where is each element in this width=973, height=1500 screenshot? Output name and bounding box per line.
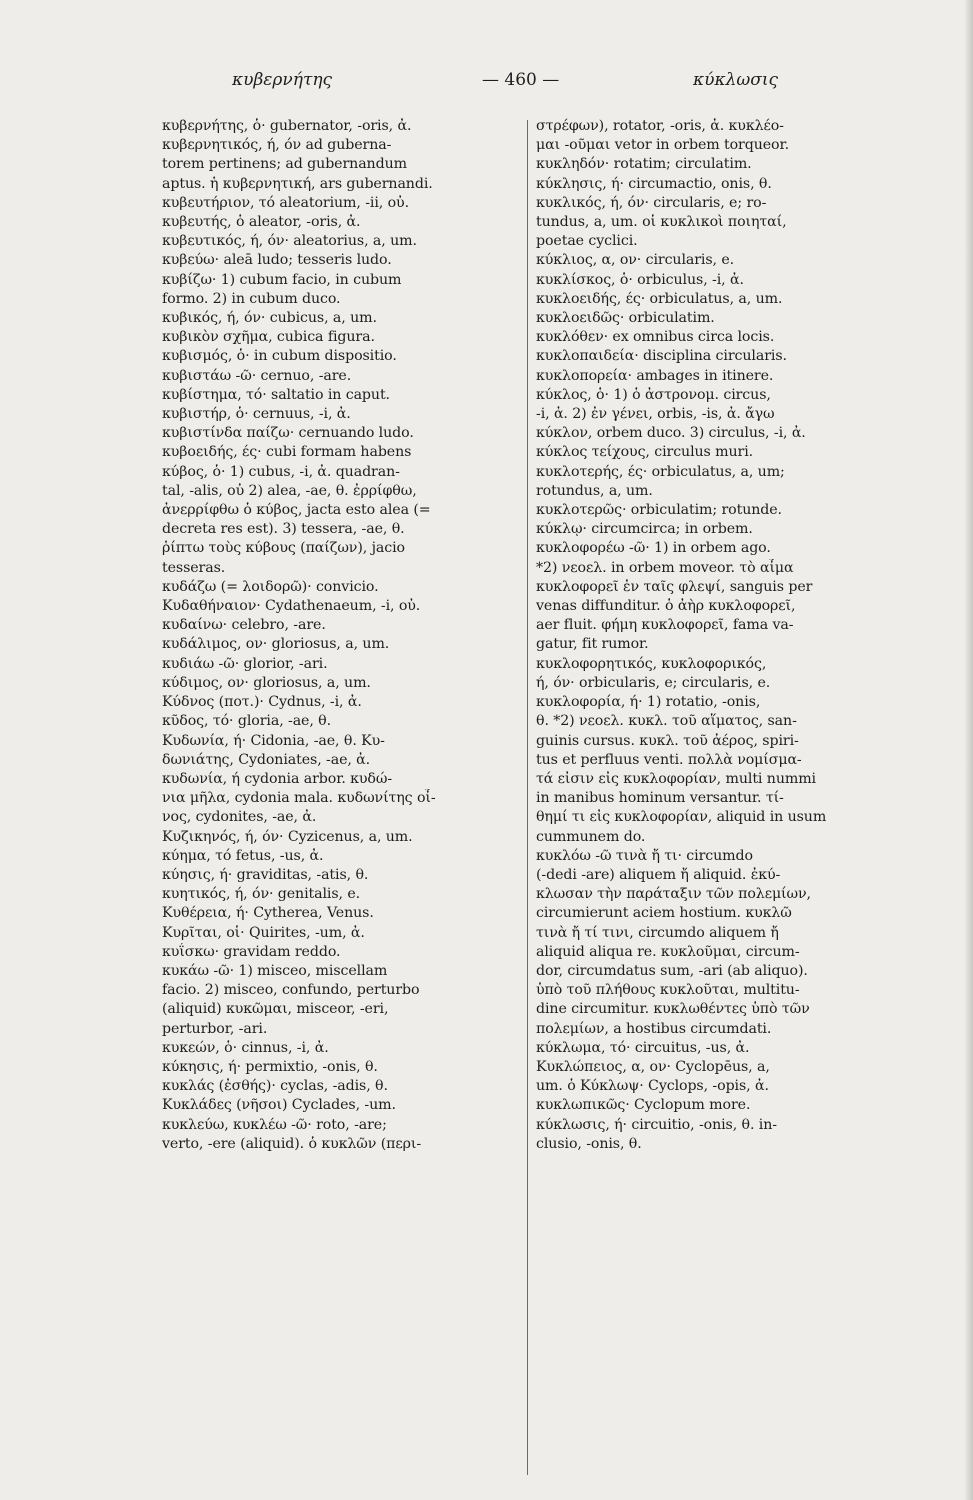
entry-line: *2) νεοελ. in orbem moveor. τὸ αἷμα: [536, 559, 794, 576]
entry-line: κυδάζω (= λοιδορῶ)· convicio.: [162, 578, 379, 595]
entry-line: κυκλοπαιδεία· disciplina circularis.: [536, 348, 787, 365]
entry-line: κυκλοφορεῖ ἐν ταῖς φλεψί, sanguis per: [536, 578, 813, 595]
entry-line: tesseras.: [162, 559, 226, 576]
entry-line: κυκληδόν· rotatim; circulatim.: [536, 156, 752, 173]
entry-line: κύημα, τό fetus, -us, ἀ.: [162, 847, 324, 864]
right-column: [536, 117, 924, 1477]
entry-line: venas diffunditur. ὁ ἀὴρ κυκλοφορεῖ,: [536, 598, 796, 615]
entry-line: rotundus, a, um.: [536, 482, 653, 499]
entry-line: Κύδνος (ποτ.)· Cydnus, -i, ἀ.: [162, 694, 362, 711]
header-left-word: κυβερνήτης: [232, 70, 333, 90]
entry-line: κυβικὸν σχῆμα, cubica figura.: [162, 329, 375, 346]
entry-line: ῥίπτω τοὺς κύβους (παίζων), jacio: [162, 540, 405, 557]
entry-line: κύδιμος, ον· gloriosus, a, um.: [162, 674, 371, 691]
entry-line: κυβισμός, ὁ· in cubum dispositio.: [162, 348, 397, 365]
entry-line: tundus, a, um. οἱ κυκλικοὶ ποιηταί,: [536, 214, 787, 231]
entry-line: κλωσαν τὴν παράταξιν τῶν πολεμίων,: [536, 886, 811, 903]
entry-line: κυκλωπικῶς· Cyclopum more.: [536, 1097, 751, 1114]
entry-line: cummunem do.: [536, 828, 646, 845]
entry-line: κυητικός, ή, όν· genitalis, e.: [162, 886, 361, 903]
column-divider: [527, 120, 528, 1475]
entry-line: μαι -οῦμαι vetor in orbem torqueor.: [536, 137, 790, 154]
entry-line: νος, cydonites, -ae, ἀ.: [162, 809, 317, 826]
entry-line: κύκλος τείχους, circulus muri.: [536, 444, 754, 461]
entry-line: -i, ἀ. 2) ἐν γένει, orbis, -is, ἀ. ἄγω: [536, 406, 775, 423]
entry-line: κύκλωσις, ή· circuitio, -onis, θ. in-: [536, 1116, 777, 1133]
entry-line: torem pertinens; ad gubernandum: [162, 156, 407, 173]
entry-line: aptus. ἡ κυβερνητική, ars gubernandi.: [162, 175, 433, 192]
entry-line: τινὰ ἤ τί τινι, circumdo aliquem ἤ: [536, 924, 779, 941]
entry-line: dor, circumdatus sum, -ari (ab aliquo).: [536, 962, 808, 979]
entry-line: κυκλοφορέω -ῶ· 1) in orbem ago.: [536, 540, 771, 557]
page-number: — 460 —: [482, 70, 560, 90]
entry-line: (-dedi -are) aliquem ἤ aliquid. ἐκύ-: [536, 866, 781, 883]
entry-line: circumierunt aciem hostium. κυκλῶ: [536, 905, 792, 922]
entry-line: θημί τι εἰς κυκλοφορίαν, aliquid in usum: [536, 809, 827, 826]
entry-line: κυβερνήτης, ὁ· gubernator, -oris, ἀ.: [162, 118, 412, 134]
entry-line: κύκλῳ· circumcirca; in orbem.: [536, 521, 753, 538]
entry-line: Κυζικηνός, ή, όν· Cyzicenus, a, um.: [162, 828, 413, 845]
entry-line: κυκλάς (ἐσθής)· cyclas, -adis, θ.: [162, 1078, 388, 1095]
entry-line: τά εἰσιν εἰς κυκλοφορίαν, multi nummi: [536, 770, 816, 787]
entry-line: clusio, -onis, θ.: [536, 1135, 642, 1152]
entry-line: κυβίζω· 1) cubum facio, in cubum: [162, 271, 402, 288]
left-column: [162, 117, 520, 1477]
entry-line: κύκησις, ή· permixtio, -onis, θ.: [162, 1058, 378, 1075]
entry-line: dine circumitur. κυκλωθέντες ὑπὸ τῶν: [536, 1001, 810, 1018]
entry-line: δωνιάτης, Cydoniates, -ae, ἀ.: [162, 751, 371, 768]
entry-line: κυΐσκω· gravidam reddo.: [162, 943, 341, 960]
entry-line: κύβος, ὁ· 1) cubus, -i, ἀ. quadran-: [162, 463, 400, 480]
entry-line: tal, -alis, οὐ 2) alea, -ae, θ. ἐρρίφθω,: [162, 482, 417, 499]
entry-line: Κυθέρεια, ή· Cytherea, Venus.: [162, 905, 374, 922]
entry-line: tus et perfluus venti. πολλὰ νομίσμα-: [536, 751, 802, 768]
entry-line: κυκλοτερής, ές· orbiculatus, a, um;: [536, 463, 785, 480]
entry-line: κυκλοπορεία· ambages in itinere.: [536, 367, 774, 384]
entry-line: Κυκλάδες (νῆσοι) Cyclades, -um.: [162, 1097, 396, 1114]
entry-line: κυδιάω -ῶ· glorior, -ari.: [162, 655, 328, 672]
entry-line: κύκλος, ὁ· 1) ὁ ἀστρονομ. circus,: [536, 386, 771, 403]
entry-line: Κυρῖται, οἱ· Quirites, -um, ἀ.: [162, 924, 365, 941]
entry-line: facio. 2) misceo, confundo, perturbo: [162, 982, 420, 999]
entry-line: κυκλοφορητικός, κυκλοφορικός,: [536, 655, 767, 672]
entry-line: κύησις, ή· graviditas, -atis, θ.: [162, 866, 369, 883]
entry-line: κυκάω -ῶ· 1) misceo, miscellam: [162, 962, 388, 979]
entry-line: ή, όν· orbicularis, e; circularis, e.: [536, 674, 771, 691]
entry-line: κυβοειδής, ές· cubi formam habens: [162, 444, 412, 461]
entry-line: κυβιστάω -ῶ· cernuo, -are.: [162, 367, 352, 384]
entry-line: κυκλεύω, κυκλέω -ῶ· roto, -are;: [162, 1116, 387, 1133]
entry-line: πολεμίων, a hostibus circumdati.: [536, 1020, 772, 1037]
entry-line: νια μῆλα, cydonia mala. κυδωνίτης οἶ-: [162, 790, 436, 807]
entry-line: κυκλικός, ή, όν· circularis, e; ro-: [536, 194, 767, 211]
entry-line: κυδάλιμος, ον· gloriosus, a, um.: [162, 636, 390, 653]
entry-line: κυκεών, ὁ· cinnus, -i, ἀ.: [162, 1039, 329, 1056]
entry-line: κυκλίσκος, ὁ· orbiculus, -i, ἀ.: [536, 271, 744, 288]
entry-line: in manibus hominum versantur. τί-: [536, 790, 784, 807]
entry-line: (aliquid) κυκῶμαι, misceor, -eri,: [162, 1001, 389, 1018]
entry-line: κυβευτικός, ή, όν· aleatorius, a, um.: [162, 233, 417, 250]
entry-line: ὑπὸ τοῦ πλήθους κυκλοῦται, multitu-: [536, 982, 800, 999]
entry-line: κῦδος, τό· gloria, -ae, θ.: [162, 713, 332, 730]
entry-line: formo. 2) in cubum duco.: [162, 290, 341, 307]
entry-line: um. ὁ Κύκλωψ· Cyclops, -opis, ἀ.: [536, 1078, 769, 1095]
entry-line: Κυδαθήναιον· Cydathenaeum, -i, οὐ.: [162, 598, 421, 615]
header-right-word: κύκλωσις: [693, 70, 779, 90]
entry-line: κυβεύω· aleā ludo; tesseris ludo.: [162, 252, 392, 269]
entry-line: θ. *2) νεοελ. κυκλ. τοῦ αἵματος, san-: [536, 713, 797, 730]
page-edge-shadow: [964, 0, 973, 1500]
entry-line: κυκλοειδῶς· orbiculatim.: [536, 310, 715, 327]
entry-line: κυκλοφορία, ή· 1) rotatio, -onis,: [536, 694, 761, 711]
running-header: [0, 70, 973, 94]
entry-line: κύκλον, orbem duco. 3) circulus, -i, ἀ.: [536, 425, 806, 442]
entry-line: κυβευτήριον, τό aleatorium, -ii, οὐ.: [162, 194, 409, 211]
entry-line: perturbor, -ari.: [162, 1020, 268, 1037]
entry-line: verto, -ere (aliquid). ὁ κυκλῶν (περι-: [162, 1135, 422, 1152]
entry-line: decreta res est). 3) tessera, -ae, θ.: [162, 521, 405, 538]
entry-line: κυκλοειδής, ές· orbiculatus, a, um.: [536, 290, 783, 307]
entry-line: κυβίστημα, τό· saltatio in caput.: [162, 386, 390, 403]
entry-line: κυκλόθεν· ex omnibus circa locis.: [536, 329, 775, 346]
entry-line: guinis cursus. κυκλ. τοῦ ἀέρος, spiri-: [536, 732, 799, 749]
entry-line: aliquid aliqua re. κυκλοῦμαι, circum-: [536, 943, 800, 960]
entry-line: gatur, fit rumor.: [536, 636, 649, 653]
entry-line: Κυκλώπειος, α, ον· Cyclopēus, a,: [536, 1058, 770, 1075]
entry-line: κυδωνία, ή cydonia arbor. κυδώ-: [162, 770, 393, 787]
entry-line: κυκλόω -ῶ τινὰ ἤ τι· circumdo: [536, 847, 753, 864]
entry-line: aer fluit. φήμη κυκλοφορεῖ, fama va-: [536, 617, 794, 634]
entry-line: poetae cyclici.: [536, 233, 638, 250]
entry-line: κύκλωμα, τό· circuitus, -us, ἀ.: [536, 1039, 750, 1056]
entry-line: Κυδωνία, ή· Cidonia, -ae, θ. Κυ-: [162, 732, 385, 749]
entry-line: ἀνερρίφθω ὁ κύβος, jacta esto alea (=: [162, 502, 431, 519]
entry-line: στρέφων), rotator, -oris, ἀ. κυκλέο-: [536, 118, 784, 134]
entry-line: κύκλιος, α, ον· circularis, e.: [536, 252, 735, 269]
entry-line: κυβευτής, ὁ aleator, -oris, ἀ.: [162, 214, 361, 231]
entry-line: κυβιστήρ, ὁ· cernuus, -i, ἀ.: [162, 406, 351, 423]
entry-line: κυδαίνω· celebro, -are.: [162, 617, 326, 634]
entry-line: κυκλοτερῶς· orbiculatim; rotunde.: [536, 502, 782, 519]
entry-line: κυβιστίνδα παίζω· cernuando ludo.: [162, 425, 414, 442]
entry-line: κύκλησις, ή· circumactio, onis, θ.: [536, 175, 772, 192]
entry-line: κυβικός, ή, όν· cubicus, a, um.: [162, 310, 377, 327]
entry-line: κυβερνητικός, ή, όν ad guberna-: [162, 137, 392, 154]
